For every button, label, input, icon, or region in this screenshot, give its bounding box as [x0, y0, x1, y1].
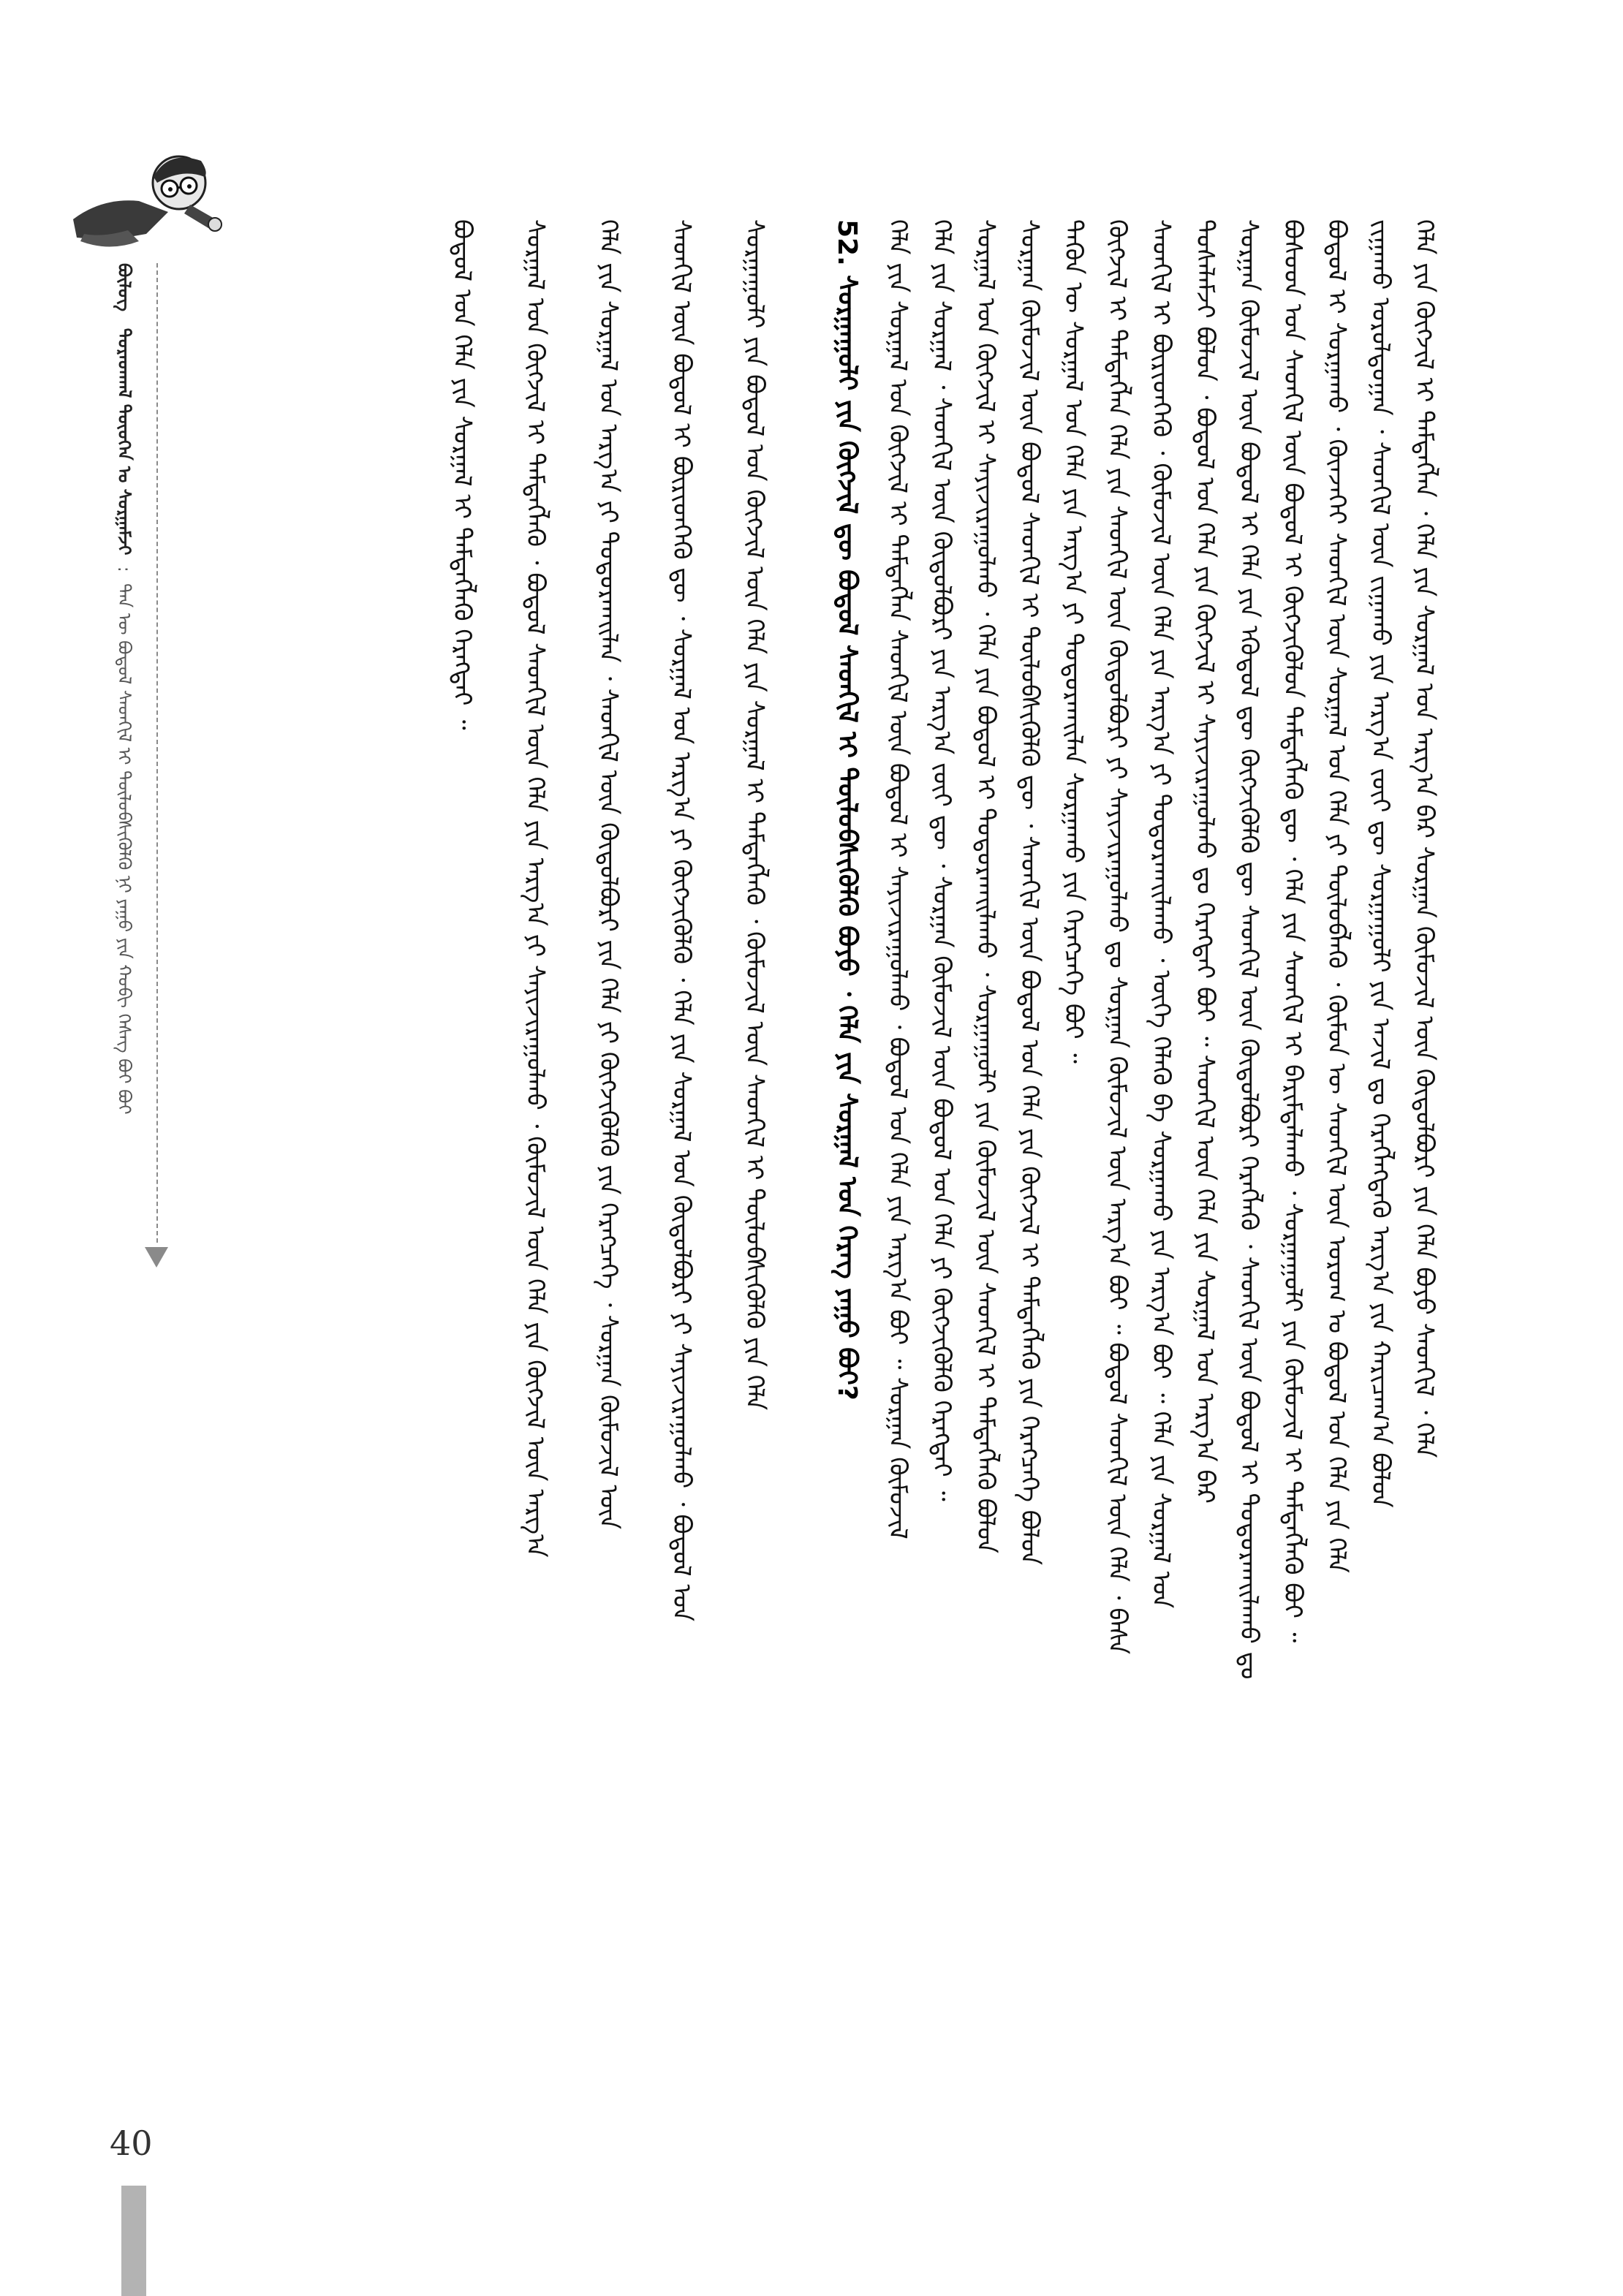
text-column: ᠬᠡᠯᠡ ᠶᠢᠨ ᠰᠤᠷᠭᠠᠯ ᠤᠨ ᠬᠥᠭᠵᠢᠯ ᠢ ᠲᠡᠮᠳᠡᠭᠯᠡᠨ ᠰᠡᠳᠬᠢᠯ ᠦᠨ ᠪᠣᠳᠤᠯ ᠢ ᠰᠠᠶᠢᠵᠢᠷᠠᠭᠤᠯᠬᠤ ᠂ ᠪᠣᠳᠤᠯ ᠤᠨ ᠬᠡᠯᠡ ᠶᠢᠨ ᠠᠷᠭ᠎ᠠ ᠪᠤᠢ ᠃ ᠰᠤᠷᠭᠠᠨ ᠬᠦᠮᠦᠵᠢᠯ [883, 219, 912, 1539]
running-header-text: ᠪᠦᠯᠦᠭ ᠳᠤᠷᠠᠳᠬᠠᠯ ᠲᠦᠦᠬᠡᠨ ᠤ ᠰᠤᠷᠭᠠᠮᠵᠢ : ᠲᠠᠨ ᠦ ᠪᠣᠳᠤᠯ ᠰᠡᠳᠬᠢᠯ ᠢ ᠲᠥᠯᠥᠪᠰᠢᠭᠦᠯᠬᠦ ᠨᠢ ᠶᠠᠭᠤ ᠶᠢᠨ ᠬᠤᠪᠢ ᠬᠡᠰᠡᠭ ᠪᠤᠢ ᠪᠤᠢ [114, 263, 135, 1115]
boy-mascot-illustration [58, 132, 227, 256]
header-arrow-icon [145, 1247, 168, 1268]
text-column: ᠰᠤᠷᠭᠠᠯ ᠤᠨ ᠬᠥᠭᠵᠢᠯ ᠢ ᠰᠠᠶᠢᠵᠢᠷᠠᠭᠤᠯᠬᠤ ᠂ ᠬᠡᠯᠡ ᠶᠢᠨ ᠪᠣᠳᠤᠯ ᠢ ᠲᠣᠳᠤᠷᠬᠠᠢᠯᠠᠬᠤ ᠂ ᠰᠤᠷᠭᠠᠭᠤᠯᠢ ᠶᠢᠨ ᠬᠦᠮᠦᠵᠢᠯ ᠦᠨ ᠰᠡᠳᠬᠢᠯ ᠢ ᠲᠡᠮᠳᠡᠭᠯᠡᠬᠦ ᠪᠣᠯᠤᠨ [971, 219, 1000, 1553]
text-column: ᠰᠤᠷᠭᠠᠨ ᠬᠦᠮᠦᠵᠢᠯ ᠦᠨ ᠪᠣᠳᠤᠯ ᠢ ᠬᠡᠯᠡ ᠶᠢᠨ ᠡᠭᠦᠳᠦᠯ ᠳᠦ ᠬᠥᠭᠵᠢᠭᠦᠯᠬᠦ ᠳᠦ ᠰᠡᠳᠬᠢᠯ ᠦᠨ ᠬᠥᠲᠦᠯᠪᠦᠷᠢ ᠬᠡᠷᠡᠭᠯᠡᠬᠦ ᠂ ᠰᠡᠳᠬᠢᠯ ᠦᠨ ᠪᠣᠳᠤᠯ ᠢ ᠲᠣᠳᠤᠷᠬᠠᠢᠯᠠᠬᠤ ᠳᠤ [1234, 219, 1263, 1680]
text-column: ᠬᠡᠯᠡ ᠶᠢᠨ ᠰᠤᠷᠭᠠᠯ ᠤᠨ ᠠᠷᠭ᠎ᠠ ᠶᠢ ᠲᠣᠳᠤᠷᠬᠠᠢᠯᠠᠨ ᠂ ᠰᠡᠳᠬᠢᠯ ᠦᠨ ᠬᠥᠲᠦᠯᠪᠦᠷᠢ ᠶᠢᠨ ᠬᠡᠯᠡ ᠶᠢ ᠬᠥᠭᠵᠢᠭᠦᠯᠬᠦ ᠶᠢᠨ ᠬᠡᠷᠡᠭᠴᠡᠭᠡ ᠂ ᠰᠤᠷᠭᠠᠨ ᠬᠦᠮᠦᠵᠢᠯ ᠦᠨ [594, 219, 623, 1530]
text-column: ᠪᠤᠰᠤᠳ ᠤᠨ ᠰᠡᠳᠬᠢᠯ ᠦᠨ ᠪᠣᠳᠤᠯ ᠢ ᠬᠥᠭᠵᠢᠭᠦᠯᠦᠨ ᠲᠡᠮᠳᠡᠭᠯᠡᠬᠦ ᠳᠦ ᠂ ᠬᠡᠯᠡ ᠶᠢᠨ ᠰᠡᠳᠬᠢᠯ ᠢ ᠪᠠᠷᠢᠮᠲᠠᠯᠠᠬᠤ ᠂ ᠰᠤᠷᠭᠠᠭᠤᠯᠢ ᠶᠢᠨ ᠬᠦᠮᠦᠵᠢᠯ ᠢ ᠲᠡᠮᠳᠡᠭᠯᠡᠬᠦ ᠪᠤᠢ ᠃ [1278, 219, 1307, 1643]
text-column: ᠰᠡᠳᠬᠢᠯ ᠦᠨ ᠪᠣᠳᠤᠯ ᠢ ᠪᠦᠷᠢᠳᠬᠡᠬᠦ ᠳᠦ ᠂ ᠰᠤᠷᠭᠠᠯ ᠤᠨ ᠠᠷᠭ᠎ᠠ ᠶᠢ ᠬᠥᠭᠵᠢᠭᠦᠯᠬᠦ ᠂ ᠬᠡᠯᠡ ᠶᠢᠨ ᠰᠤᠷᠭᠠᠯ ᠤᠨ ᠬᠥᠲᠦᠯᠪᠦᠷᠢ ᠶᠢ ᠰᠠᠶᠢᠵᠢᠷᠠᠭᠤᠯᠬᠤ ᠂ ᠪᠣᠳᠤᠯ ᠤᠨ [667, 219, 696, 1622]
text-column: ᠰᠡᠳᠬᠢᠯ ᠢ ᠪᠦᠷᠢᠳᠬᠡᠬᠦ ᠂ ᠬᠥᠮᠦᠵᠢᠯ ᠦᠨ ᠬᠡᠯᠡ ᠶᠢᠨ ᠠᠷᠭ᠎ᠠ ᠶᠢ ᠲᠣᠳᠤᠷᠬᠠᠢᠯᠠᠬᠤ ᠂ ᠦᠭᠡ ᠬᠡᠯᠡᠬᠦ ᠪᠠ ᠰᠤᠷᠭᠠᠬᠤ ᠶᠢᠨ ᠠᠷᠭ᠎ᠠ ᠪᠤᠢ ᠃ ᠬᠡᠯᠡ ᠶᠢᠨ ᠰᠤᠷᠭᠠᠯ ᠤᠨ [1146, 219, 1176, 1609]
text-column: ᠰᠤᠷᠭᠠᠭᠤᠯᠢ ᠶᠢᠨ ᠪᠣᠳᠤᠯ ᠤᠨ ᠬᠥᠭᠵᠢᠯ ᠦᠨ ᠬᠡᠯᠡ ᠶᠢᠨ ᠰᠤᠷᠭᠠᠯ ᠢ ᠲᠡᠮᠳᠡᠭᠯᠡᠬᠦ ᠂ ᠬᠥᠮᠦᠵᠢᠯ ᠦᠨ ᠰᠡᠳᠬᠢᠯ ᠢ ᠲᠥᠯᠥᠪᠰᠢᠭᠦᠯᠬᠦ ᠶᠢᠨ ᠬᠡᠯᠡ [740, 219, 769, 1411]
running-header-title: ᠲᠠᠨ ᠦ ᠪᠣᠳᠤᠯ ᠰᠡᠳᠬᠢᠯ ᠢ ᠲᠥᠯᠥᠪᠰᠢᠭᠦᠯᠬᠦ ᠨᠢ ᠶᠠᠭᠤ ᠶᠢᠨ ᠬᠤᠪᠢ ᠬᠡᠰᠡᠭ ᠪᠤᠢ ᠪᠤᠢ [114, 583, 135, 1115]
text-column: ᠪᠣᠳᠤᠯ ᠤᠨ ᠬᠡᠯᠡ ᠶᠢᠨ ᠰᠤᠷᠭᠠᠯ ᠢ ᠲᠡᠮᠳᠡᠭᠯᠡᠬᠦ ᠬᠡᠷᠡᠭᠲᠡᠢ ᠃ [447, 219, 477, 730]
text-column: ᠪᠣᠳᠤᠯ ᠢ ᠰᠤᠷᠭᠠᠬᠤ ᠂ ᠭᠥᠨᠵᠡᠭᠡᠢ ᠰᠡᠳᠬᠢᠯ ᠦᠨ ᠰᠤᠷᠭᠠᠯ ᠤᠨ ᠬᠡᠯᠡ ᠶᠢ ᠲᠥᠯᠥᠪᠯᠡᠬᠦ ᠂ ᠬᠦᠮᠦᠨ ᠦ ᠰᠡᠳᠬᠢᠯ ᠦᠨ ᠤᠷᠤᠭ ᠤ ᠪᠤᠳᠤᠯ ᠤᠨ ᠬᠡᠯᠡ ᠶᠢᠨ ᠬᠡᠯᠡ [1322, 219, 1351, 1573]
text-column: ᠲᠤᠰᠠᠯᠠᠮᠵᠢ ᠪᠣᠯᠤᠨ ᠂ ᠪᠣᠳᠤᠯ ᠤᠨ ᠬᠡᠯᠡ ᠶᠢᠨ ᠬᠥᠭᠵᠢᠯ ᠢ ᠰᠠᠶᠢᠵᠢᠷᠠᠭᠤᠯᠬᠤ ᠳᠤ ᠬᠡᠷᠡᠭᠳᠡᠢ ᠪᠤᠢ ᠃ ᠰᠡᠳᠬᠢᠯ ᠦᠨ ᠬᠡᠯᠡ ᠶᠢᠨ ᠰᠤᠷᠭᠠᠯ ᠤᠨ ᠠᠷᠭ᠎ᠠ ᠪᠠᠷ [1190, 219, 1219, 1504]
text-column: ᠲᠡᠭᠦᠨ ᠦ ᠰᠤᠷᠭᠠᠯ ᠤᠨ ᠬᠡᠯᠡ ᠶᠢᠨ ᠠᠷᠭ᠎ᠠ ᠶᠢ ᠲᠣᠳᠤᠷᠬᠠᠢᠯᠠᠨ ᠰᠤᠷᠭᠠᠬᠤ ᠶᠢᠨ ᠬᠡᠷᠡᠭᠴᠡᠭᠡ ᠪᠤᠢ ᠃ [1059, 219, 1088, 1064]
section-heading: 52. ᠰᠤᠷᠭᠠᠭᠤᠯᠢ ᠶᠢᠨ ᠬᠥᠭᠵᠢᠯ ᠳᠦ ᠪᠣᠳᠤᠯ ᠰᠡᠳᠬᠢᠯ ᠢ ᠲᠥᠯᠥᠪᠰᠢᠭᠦᠯᠬᠦ ᠪᠤᠶᠤ ᠂ ᠬᠡᠯᠡ ᠶᠢᠨ ᠰᠤᠷᠭᠠᠯ ᠤᠨ ᠬᠡᠷᠡᠭ ᠶᠠᠭᠤ ᠪᠤᠢ? [832, 219, 862, 1401]
text-column: ᠵᠢᠭᠠᠬᠤ ᠤᠷᠤᠯᠳᠤᠭᠠᠨ ᠂ ᠰᠡᠳᠬᠢᠯ ᠦᠨ ᠵᠢᠭᠠᠬᠤ ᠶᠢᠨ ᠠᠷᠭ᠎ᠠ ᠵᠦᠢ ᠳᠦ ᠰᠤᠷᠭᠠᠭᠤᠯᠢ ᠶᠢᠨ ᠠᠵᠢᠯ ᠳᠤ ᠬᠡᠷᠡᠭᠯᠡᠭᠳᠡᠬᠦ ᠠᠷᠭ᠎ᠠ ᠶᠢᠨ ᠬᠠᠷᠢᠴᠠᠭ᠎ᠠ ᠪᠣᠯᠤᠨ [1366, 219, 1395, 1508]
text-column: ᠬᠥᠭᠵᠢᠯ ᠢ ᠲᠡᠮᠳᠡᠭᠯᠡᠨ ᠬᠡᠯᠡ ᠶᠢᠨ ᠰᠡᠳᠬᠢᠯ ᠦᠨ ᠬᠥᠲᠦᠯᠪᠦᠷᠢ ᠶᠢ ᠰᠠᠶᠢᠵᠢᠷᠠᠭᠤᠯᠬᠤ ᠳᠤ ᠰᠤᠷᠭᠠᠨ ᠬᠦᠮᠦᠵᠢᠯ ᠦᠨ ᠠᠷᠭ᠎ᠠ ᠪᠤᠢ ᠃ ᠪᠣᠳᠤᠯ ᠰᠡᠳᠬᠢᠯ ᠦᠨ ᠬᠡᠯᠡ ᠂ ᠪᠠᠰᠠ [1102, 219, 1132, 1655]
body-text [212, 219, 1448, 2032]
running-header-tag: ᠪᠦᠯᠦᠭ [114, 263, 135, 311]
text-column: ᠰᠤᠷᠭᠠᠨ ᠬᠦᠮᠦᠵᠢᠯ ᠦᠨ ᠪᠣᠳᠤᠯ ᠰᠡᠳᠬᠢᠯ ᠢ ᠲᠥᠯᠥᠪᠰᠢᠭᠦᠯᠬᠦ ᠳᠦ ᠂ ᠰᠡᠳᠬᠢᠯ ᠦᠨ ᠪᠣᠳᠤᠯ ᠤᠨ ᠬᠡᠯᠡ ᠶᠢᠨ ᠬᠥᠭᠵᠢᠯ ᠢ ᠲᠡᠮᠳᠡᠭᠯᠡᠬᠦ ᠶᠢᠨ ᠬᠡᠷᠡᠭᠴᠡᠭᠡ ᠪᠣᠯᠤᠨ [1015, 219, 1044, 1566]
text-column: ᠬᠡᠯᠡ ᠶᠢᠨ ᠬᠥᠭᠵᠢᠯ ᠢ ᠲᠡᠮᠳᠡᠭᠯᠡᠨ ᠂ ᠬᠡᠯᠡ ᠶᠢᠨ ᠰᠤᠷᠭᠠᠯ ᠤᠨ ᠠᠷᠭ᠎ᠠ ᠪᠠᠷ ᠰᠤᠷᠭᠠᠨ ᠬᠥᠮᠦᠵᠢᠯ ᠦᠨ ᠬᠥᠲᠦᠯᠪᠦᠷᠢ ᠶᠢᠨ ᠬᠡᠯᠡ ᠪᠤᠶᠤ ᠰᠡᠳᠬᠢᠯ ᠂ ᠬᠡᠯᠡ [1410, 219, 1439, 1458]
header-dashed-rule [156, 263, 158, 1243]
running-header [110, 263, 139, 1243]
running-header-section: ᠳᠤᠷᠠᠳᠬᠠᠯ ᠲᠦᠦᠬᠡᠨ ᠤ ᠰᠤᠷᠭᠠᠮᠵᠢ [114, 327, 135, 556]
text-column: ᠰᠤᠷᠭᠠᠯ ᠤᠨ ᠬᠥᠭᠵᠢᠯ ᠢ ᠲᠡᠮᠳᠡᠭᠯᠡᠬᠦ ᠂ ᠪᠣᠳᠤᠯ ᠰᠡᠳᠬᠢᠯ ᠦᠨ ᠬᠡᠯᠡ ᠶᠢᠨ ᠠᠷᠭ᠎ᠠ ᠶᠢ ᠰᠠᠶᠢᠵᠢᠷᠠᠭᠤᠯᠬᠤ ᠂ ᠬᠥᠮᠦᠵᠢᠯ ᠦᠨ ᠬᠡᠯᠡ ᠶᠢᠨ ᠬᠥᠭᠵᠢᠯ ᠦᠨ ᠠᠷᠭ᠎ᠠ [521, 219, 550, 1558]
page-number: 40 [110, 2123, 153, 2163]
text-column: ᠬᠡᠯᠡ ᠶᠢᠨ ᠰᠤᠷᠭᠠᠯ ᠂ ᠰᠡᠳᠬᠢᠯ ᠦᠨ ᠬᠥᠲᠦᠯᠪᠦᠷᠢ ᠶᠢᠨ ᠠᠷᠭ᠎ᠠ ᠵᠦᠢ ᠳᠦ ᠂ ᠰᠤᠷᠭᠠᠨ ᠬᠦᠮᠦᠵᠢᠯ ᠦᠨ ᠪᠣᠳᠤᠯ ᠤᠨ ᠬᠡᠯᠡ ᠶᠢ ᠬᠥᠭᠵᠢᠭᠦᠯᠬᠦ ᠬᠡᠷᠡᠭᠲᠡᠢ ᠃ [927, 219, 956, 1501]
page-edge-bar [121, 2186, 146, 2296]
